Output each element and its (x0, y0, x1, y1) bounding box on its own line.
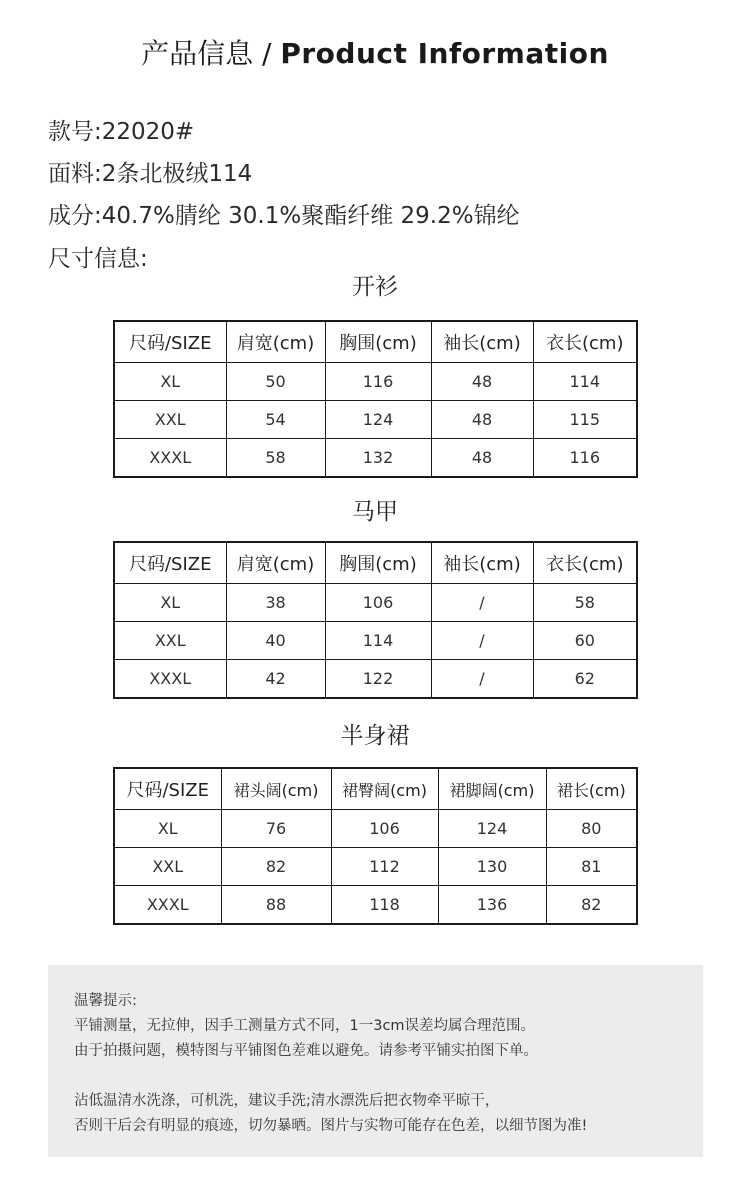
page-title-cn: 产品信息 / (141, 37, 281, 70)
table-cell: 40 (226, 622, 325, 660)
table-cell: 76 (221, 810, 331, 848)
table-cell: XXL (114, 401, 226, 439)
tips-spacer (74, 1064, 703, 1089)
composition-info: 成分:40.7%腈纶 30.1%聚酯纤维 29.2%锦纶 (48, 203, 520, 229)
table-cell: XXXL (114, 439, 226, 478)
table-row (114, 886, 637, 925)
table-cell: 116 (533, 439, 637, 478)
table-cell: 116 (325, 363, 431, 401)
tips-box (48, 965, 703, 1157)
header-cell: 肩宽(cm) (226, 321, 325, 363)
table-row (114, 622, 637, 660)
vest-section-title: 马甲 (352, 499, 398, 525)
table-cell: 106 (325, 584, 431, 622)
table-row (114, 584, 637, 622)
table-cell: / (431, 622, 533, 660)
table-cell: XL (114, 810, 221, 848)
table-row (114, 401, 637, 439)
table-cell: 58 (533, 584, 637, 622)
table-cell: 118 (331, 886, 438, 925)
skirt-section-title: 半身裙 (340, 723, 410, 749)
table-cell: 122 (325, 660, 431, 699)
table-cell: 48 (431, 363, 533, 401)
table-cell: 114 (533, 363, 637, 401)
table-cell: 80 (546, 810, 637, 848)
skirt-size-table (113, 767, 638, 925)
header-cell: 尺码/SIZE (114, 321, 226, 363)
header-cell: 裙脚阔(cm) (438, 768, 546, 810)
cardigan-size-table (113, 320, 638, 478)
table-row (114, 439, 637, 478)
table-cell: 130 (438, 848, 546, 886)
table-row (114, 848, 637, 886)
table-cell: 54 (226, 401, 325, 439)
table-cell: / (431, 660, 533, 699)
table-row (114, 660, 637, 699)
header-cell: 衣长(cm) (533, 542, 637, 584)
table-cell: 88 (221, 886, 331, 925)
page-title (0, 34, 750, 74)
header-cell: 裙臀阔(cm) (331, 768, 438, 810)
care-line: 否则干后会有明显的痕迹，切勿暴晒。图片与实物可能存在色差，以细节图为准! (74, 1118, 588, 1134)
table-cell: 106 (331, 810, 438, 848)
table-cell: 132 (325, 439, 431, 478)
size-info-label: 尺寸信息: (48, 246, 148, 272)
table-cell: 48 (431, 439, 533, 478)
table-cell: 115 (533, 401, 637, 439)
tips-line: 平铺测量，无拉伸，因手工测量方式不同，1一3cm误差均属合理范围。 (74, 1018, 536, 1034)
table-cell: 48 (431, 401, 533, 439)
table-cell: 82 (221, 848, 331, 886)
header-cell: 袖长(cm) (431, 321, 533, 363)
table-cell: XL (114, 584, 226, 622)
table-cell: 60 (533, 622, 637, 660)
vest-size-table (113, 541, 638, 699)
header-cell: 裙头阔(cm) (221, 768, 331, 810)
table-cell: XXXL (114, 886, 221, 925)
table-row (114, 363, 637, 401)
header-cell: 胸围(cm) (325, 542, 431, 584)
cardigan-section-title: 开衫 (352, 274, 398, 300)
table-row (114, 810, 637, 848)
table-cell: 38 (226, 584, 325, 622)
table-cell: 50 (226, 363, 325, 401)
header-cell: 袖长(cm) (431, 542, 533, 584)
table-cell: 124 (438, 810, 546, 848)
table-cell: XXL (114, 622, 226, 660)
page-title-en: Product Information (280, 37, 609, 70)
header-cell: 尺码/SIZE (114, 542, 226, 584)
style-number: 款号:22020# (48, 119, 195, 145)
table-header-row (114, 321, 637, 363)
table-cell: XL (114, 363, 226, 401)
table-cell: 136 (438, 886, 546, 925)
table-cell: XXL (114, 848, 221, 886)
table-cell: 124 (325, 401, 431, 439)
table-cell: 114 (325, 622, 431, 660)
table-cell: 62 (533, 660, 637, 699)
header-cell: 胸围(cm) (325, 321, 431, 363)
header-cell: 肩宽(cm) (226, 542, 325, 584)
care-line: 沾低温清水洗涤，可机洗，建议手洗;清水漂洗后把衣物牵平晾干， (74, 1093, 500, 1109)
table-cell: / (431, 584, 533, 622)
table-cell: 42 (226, 660, 325, 699)
table-cell: 112 (331, 848, 438, 886)
header-cell: 裙长(cm) (546, 768, 637, 810)
tips-line: 由于拍摄问题，模特图与平铺图色差难以避免。请参考平铺实拍图下单。 (74, 1043, 538, 1059)
table-header-row (114, 542, 637, 584)
header-cell: 尺码/SIZE (114, 768, 221, 810)
header-cell: 衣长(cm) (533, 321, 637, 363)
fabric-info: 面料:2条北极绒114 (48, 161, 253, 187)
table-cell: 58 (226, 439, 325, 478)
tips-heading: 温馨提示: (74, 993, 137, 1009)
table-cell: 82 (546, 886, 637, 925)
table-cell: XXXL (114, 660, 226, 699)
table-header-row (114, 768, 637, 810)
table-cell: 81 (546, 848, 637, 886)
